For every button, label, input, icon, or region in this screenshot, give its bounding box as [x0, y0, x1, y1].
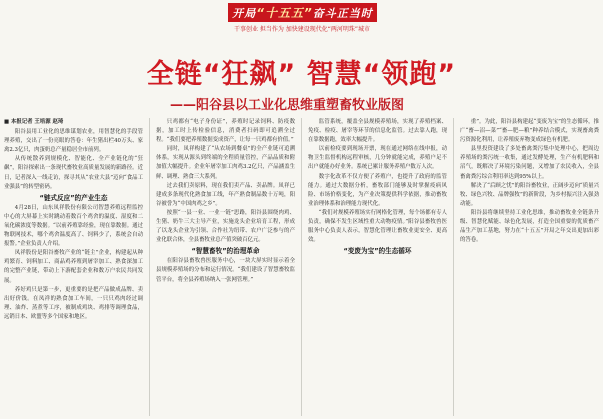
- paragraph: 数字化改革不仅方便了养殖户，也提升了政府的监管能力。通过大数据分析，畜牧部门能够及时掌握疫病风险、市场价格变化，为产业决策提供科学依据，推动畜牧业治理体系和治理能力现代化。: [308, 173, 447, 207]
- paragraph: 重”。为此，阳谷县构建起“变废为宝”的生态循环，推广“畜—沼—菜”“畜—肥—粮”种养结合模式，实现畜禽粪污资源化利用，让养殖废弃物变成绿色有机肥。: [460, 119, 599, 144]
- paragraph: 过去我们卖原料，现在我们卖产品、卖品牌。凤祥已建成多条现代化熟食加工线，年产熟食制品数十万吨，阳谷被誉为“中国肉鸡之乡”。: [156, 182, 295, 207]
- banner-suffix: 奋斗正当时: [312, 6, 373, 20]
- paragraph: 按照“一县一业、一业一链”思路，阳谷县围绕肉鸡、生猪、奶牛三大主导产业，实施龙头企业培育工程，形成了以龙头企业为引领、合作社为纽带、农户广泛参与的产业化联合体，全县畜牧业总产值突破百亿元。: [156, 209, 295, 244]
- paragraph: 从传统散养到规模化、智能化、全产业链化的“狂飙”，阳谷探索出一条现代畜牧业高质量发展的新路径。近日，记者深入一线走访，探寻其从“农业大县”迈向“食品工业强县”的转型密码。: [4, 156, 143, 190]
- paragraph: 同时，凤祥构建了“从农场到餐桌”的全产业链可追溯体系，实现从源头到终端的全程质量管控，产品品质和附加值大幅提升。企业年屠宰加工肉鸡3.2亿只，产品涵盖生鲜、调理、熟食三大系列。: [156, 146, 295, 180]
- banner-prefix: 开局: [232, 6, 257, 20]
- article-subheadline: ——阳谷县以工业化思维重塑畜牧业版图: [170, 98, 405, 113]
- paragraph: 阳谷县用工业化的思维谋划农业，用智慧化的手段管理养殖，交出了一份亮眼的答卷：年生猪出栏40万头、家禽2.3亿只，肉蛋奶总产量稳居全市前列。: [4, 129, 143, 154]
- paragraph: 在阳谷县畜牧兽医服务中心，一块大屏实时显示着全县规模养殖场的分布和运行情况。“我们建设了智慧畜牧监管平台，将全县养殖场纳入一张网管理。”: [156, 258, 295, 283]
- article-byline: ■ 本报记者 王培源 赵琦: [4, 119, 64, 125]
- column-1: [4, 118, 143, 416]
- section-heading: “链式反应”的产业生态: [39, 193, 108, 202]
- paragraph: 养好鸡只是第一步，更重要的是把产品做成品牌、卖出好价钱。在凤祥的熟食加工车间，一只只鸡肉经过调理、油炸、蒸煮等工序，被制成鸡块、鸡排等调理食品，远销日本、欧盟等多个国家和地区。: [4, 286, 143, 320]
- paragraph: 解决了“后顾之忧”的阳谷畜牧业，正阔步迈向“质量兴牧、绿色兴牧、品牌强牧”的新阶段，为乡村振兴注入强劲动能。: [460, 182, 599, 207]
- paragraph: 4月28日，山东凤祥股份有限公司智慧养殖远程监控中心的大屏幕上实时跳动着数百个鸡舍的温度、湿度和二氧化碳浓度等数据。“以前养殖靠经验，现在靠数据。通过物联网技术，哪个鸡舍温度高了、饲料少了，系统会自动报警。”企业负责人介绍。: [4, 204, 143, 248]
- section-slogan: 干事创业 担当作为 加快建设现代化“两河明珠”城市: [233, 26, 371, 33]
- column-divider: [149, 118, 150, 416]
- article-body: [4, 118, 599, 416]
- paragraph: “我们对规模养殖场实行网格化管理，每个场都有专人负责，确保不发生区域性重大动物疫情。”阳谷县畜牧兽医服务中心负责人表示，智慧化管理让畜牧业更安全、更高效。: [308, 209, 447, 244]
- section-banner: [228, 3, 377, 22]
- paragraph: 阳谷县将继续坚持工业化思维，推动畜牧业全链条升级、智慧化赋能、绿色化发展，打造全国重要的优质畜产品生产加工基地，努力在“十五五”开局之年交出更加出彩的答卷。: [460, 209, 599, 244]
- column-3: [308, 118, 447, 416]
- section-heading: “智慧畜牧”的治理革命: [191, 247, 260, 256]
- column-2: [156, 118, 295, 416]
- paragraph: 以前检疫要到现场开票，现在通过网络在线申报，动物卫生监督机构远程审核，几分钟就能完成，养殖户足不出户就能办好业务。系统已累计服务养殖户数万人次。: [308, 146, 447, 171]
- paragraph: 监管系统，覆盖全县规模养殖场，实现了养殖档案、免疫、检疫、屠宰等环节的信息化监管。过去靠人跑，现在靠数据跑，效率大幅提升。: [308, 119, 447, 144]
- paragraph: 凤祥股份是阳谷畜牧产业的“链主”企业，构建起从种鸡繁育、饲料加工、商品鸡养殖到屠宰加工、熟食深加工的完整产业链，带动上下游配套企业和数万户农民共同发展。: [4, 250, 143, 284]
- article-headline: 全链“狂飙” 智慧“领跑”: [146, 59, 457, 90]
- section-heading: “变废为宝”的生态循环: [343, 247, 412, 256]
- banner-emphasis: “十五五”: [256, 6, 313, 20]
- column-divider: [453, 118, 454, 416]
- paragraph: 只鸡都有“电子身份证”，养殖时记录饲料、防疫数据，加工时上传检验信息，消费者扫码即可追溯全过程。“我们要把养殖数据变成资产，让每一只鸡都有价值。”: [156, 119, 295, 144]
- column-4: [460, 118, 599, 416]
- column-divider: [301, 118, 302, 416]
- paragraph: 县里投资建设了多处畜禽粪污集中处理中心，把周边养殖场的粪污统一收集，通过发酵处理，生产有机肥料和沼气，既解决了环境污染问题，又增加了农民收入，全县畜禽粪污综合利用率达到95%以上。: [460, 146, 599, 180]
